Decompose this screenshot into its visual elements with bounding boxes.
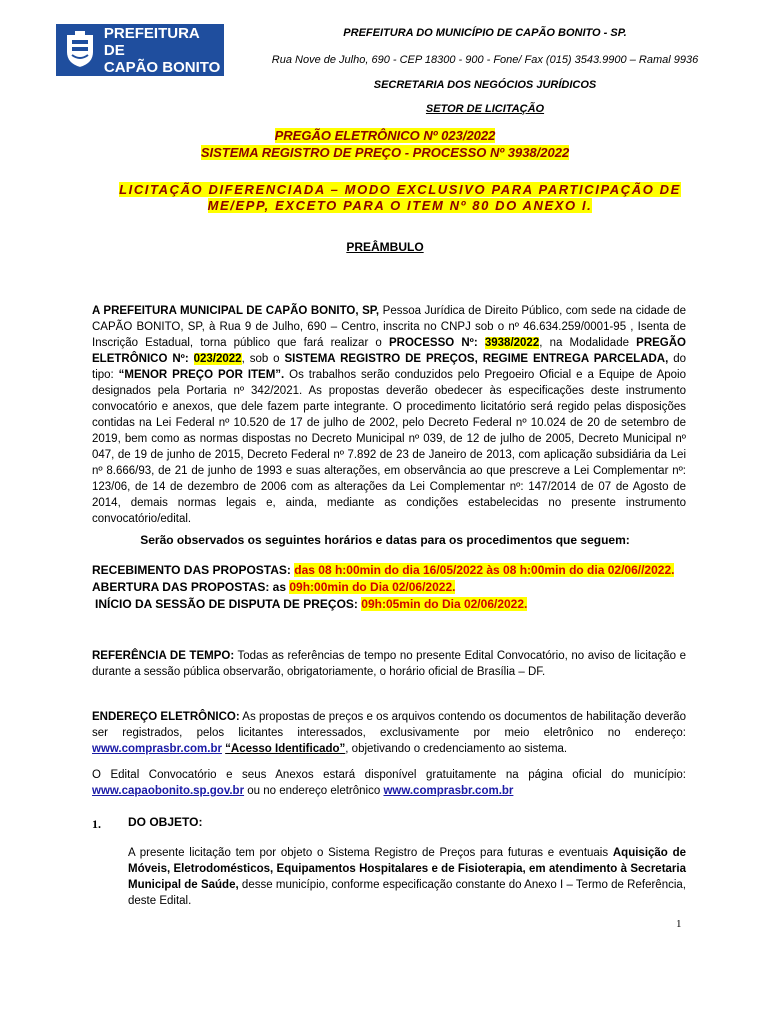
header-municipality: PREFEITURA DO MUNICÍPIO DE CAPÃO BONITO - SP. xyxy=(343,27,627,39)
section-1-object: Aquisição de Móveis, Eletrodomésticos, Equipamentos Hospitalares e de Fisioterapia, em atendimento à Secretaria Municipal de Saúde, xyxy=(128,847,687,891)
section-1-title: DO OBJETO: xyxy=(128,815,203,829)
section-1-text-2: desse município, conforme especificação constante do Anexo I – Termo de Referência, deste Edital. xyxy=(128,879,686,907)
municipality-logo xyxy=(56,24,224,76)
title-pregao xyxy=(130,128,640,143)
intro-text-2: , na Modalidade xyxy=(539,337,637,349)
inicio-value: 09h:05min do Dia 02/06/2022. xyxy=(361,597,528,611)
endereco-text: As propostas de preços e os arquivos contendo os documentos de habilitação deverão ser registrados, pelos licitantes interessados, exclusivamente por meio eletrônico no endereço: xyxy=(92,711,687,739)
logo-line-2: CAPÃO BONITO xyxy=(103,58,221,76)
ref-tempo-text: Todas as referências de tempo no presente Edital Convocatório, no aviso de licitação e durante a sessão pública observarão, obrigatoriamente, o horário oficial de Brasília – DF. xyxy=(92,650,686,678)
header-sector: SETOR DE LICITAÇÃO xyxy=(425,103,545,115)
schedule-inicio xyxy=(95,597,527,611)
inicio-label: INÍCIO DA SESSÃO DE DISPUTA DE PREÇOS: xyxy=(95,597,358,611)
intro-processo-number: 3938/2022 xyxy=(484,337,540,349)
intro-regime: SISTEMA REGISTRO DE PREÇOS, REGIME ENTREGA PARCELADA, xyxy=(284,353,669,365)
edital-mid: ou no endereço eletrônico xyxy=(244,785,384,797)
section-1-paragraph xyxy=(128,845,686,909)
header-secretariat: SECRETARIA DOS NEGÓCIOS JURÍDICOS xyxy=(373,79,597,91)
section-1-number: 1. xyxy=(92,817,101,831)
title-licitacao xyxy=(110,181,690,198)
schedule-heading: Serão observados os seguintes horários e datas para os procedimentos que seguem: xyxy=(140,533,630,547)
title-exceto xyxy=(110,197,690,214)
ref-tempo-label: REFERÊNCIA DE TEMPO: xyxy=(92,650,235,662)
header-address: Rua Nove de Julho, 690 - CEP 18300 - 900 - Fone/ Fax (015) 3543.9900 – Ramal 9936 xyxy=(271,54,699,66)
section-1-text-1: A presente licitação tem por objeto o Sistema Registro de Preços para futuras e eventuais xyxy=(128,847,613,859)
title-pregao-text: PREGÃO ELETRÔNICO Nº 023/2022 xyxy=(274,128,496,143)
endereco-tail: , objetivando o credenciamento ao sistema. xyxy=(345,743,568,755)
intro-paragraph xyxy=(92,303,686,527)
title-processo xyxy=(130,145,640,160)
abertura-value: 09h:00min do Dia 02/06/2022. xyxy=(289,580,456,594)
endereco-paragraph xyxy=(92,709,686,757)
capaobonito-link[interactable]: www.capaobonito.sp.gov.br xyxy=(92,785,245,797)
comprasbr-link-2[interactable]: www.comprasbr.com.br xyxy=(383,785,514,797)
endereco-label: ENDEREÇO ELETRÔNICO: xyxy=(92,711,240,723)
intro-entity: A PREFEITURA MUNICIPAL DE CAPÃO BONITO, SP, xyxy=(92,305,380,317)
page-number: 1 xyxy=(676,918,682,930)
recebimento-label: RECEBIMENTO DAS PROPOSTAS: xyxy=(92,563,291,577)
preambulo-heading: PREÂMBULO xyxy=(346,240,424,254)
abertura-label: ABERTURA DAS PROPOSTAS: as xyxy=(92,580,287,594)
title-licitacao-text: LICITAÇÃO DIFERENCIADA – MODO EXCLUSIVO PARA PARTICIPAÇÃO DE xyxy=(119,182,681,197)
intro-pregao-number: 023/2022 xyxy=(193,353,242,365)
intro-text-3: , sob o xyxy=(241,353,285,365)
schedule-recebimento xyxy=(92,563,674,577)
title-exceto-text: ME/EPP, EXCETO PARA O ITEM Nº 80 DO ANEXO I. xyxy=(207,198,593,213)
comprasbr-link[interactable]: www.comprasbr.com.br xyxy=(92,743,222,755)
intro-text-5: Os trabalhos serão conduzidos pelo Pregoeiro Oficial e a Equipe de Apoio designados pela Portaria nº 342/2021. As propostas deverão obedecer às especificações deste instrumento convocatório e anexos, que dele fazem parte integrante. O procedimento licitatório será regido pelas disposições contidas na Lei Federal nº 10.520 de 17 de julho de 2002, pelo Decreto Federal nº 10.024 de 20 de setembro de 2019, bem como as normas dispostas no Decreto Municipal nº 039, de 12 de julho de 2005, Decreto Municipal nº 047, de 19 de junho de 2015, Decreto Federal nº 7.892 de 23 de Janeiro de 2013, com aplicação subsidiária da Lei nº 8.666/93, de 21 de junho de 1993 e suas alterações, em observância ao que prescreve a Lei Complementar nº: 123/06, de 14 de dezembro de 2006 com as alterações da Lei Complementar nº: 147/2014 de 07 de Agosto de 2014, demais normas legais e, ainda, mediante as condições estabelecidas no presente instrumento convocatório/edital. xyxy=(92,369,686,525)
logo-line-1: PREFEITURA DE xyxy=(103,24,200,59)
schedule-abertura xyxy=(92,580,455,594)
intro-processo-label: PROCESSO Nº: xyxy=(389,337,478,349)
title-processo-text: SISTEMA REGISTRO DE PREÇO - PROCESSO Nº 3938/2022 xyxy=(200,145,570,160)
intro-text-4: do tipo: xyxy=(92,353,687,381)
intro-tipo: “MENOR PREÇO POR ITEM”. xyxy=(118,369,285,381)
intro-pregao-label: PREGÃO ELETRÔNICO Nº: xyxy=(92,337,686,365)
intro-text-1: Pessoa Jurídica de Direito Público, com sede na cidade de CAPÃO BONITO, SP, à Rua 9 de Julho, 690 – Centro, inscrita no CNPJ sob o nº 46.634.259/0001-95 , Isenta de Inscrição Estadual, torna público que fará realizar o xyxy=(92,305,686,349)
ref-tempo-paragraph xyxy=(92,648,686,680)
edital-text: O Edital Convocatório e seus Anexos estará disponível gratuitamente na página oficial do município: xyxy=(92,769,686,781)
edital-paragraph xyxy=(92,767,686,799)
coat-of-arms-icon xyxy=(60,27,100,73)
acesso-identificado: “Acesso Identificado” xyxy=(225,743,346,755)
recebimento-value: das 08 h:00min do dia 16/05/2022 às 08 h:00min do dia 02/06//2022. xyxy=(294,563,675,577)
